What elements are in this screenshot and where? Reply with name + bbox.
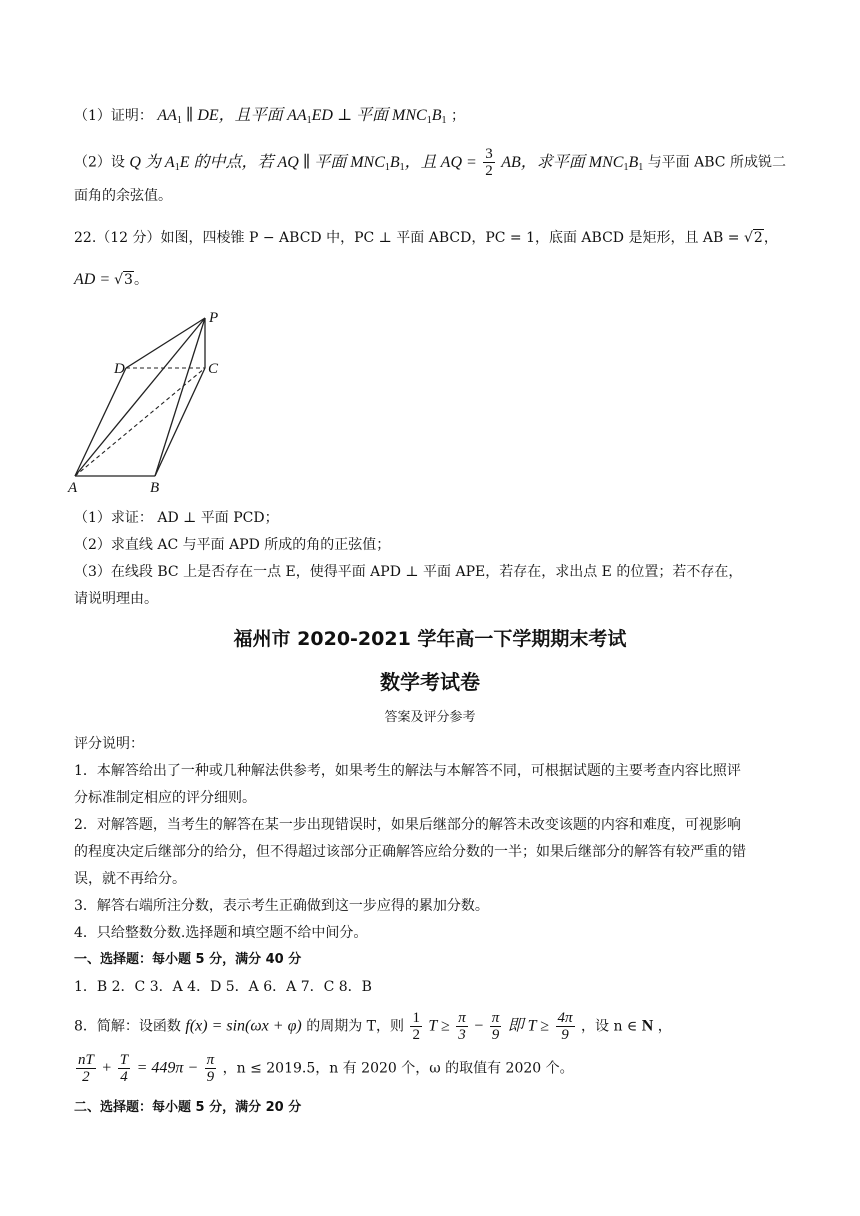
edge-bc [155, 368, 205, 476]
q8-line2 [74, 1052, 574, 1085]
q8-line1 [74, 1010, 672, 1043]
frac-4pi-9 [556, 1010, 575, 1043]
frac-t-4 [118, 1052, 130, 1085]
math-ed-plane: ED ⊥ 平面 MNC [311, 107, 427, 124]
math-aq-plane: E 的中点，若 AQ ∥ 平面 MNC [179, 153, 385, 171]
q22-ad [74, 270, 148, 290]
math-aq-eq: ，且 AQ = [404, 153, 477, 171]
ad-label: AD = [74, 271, 115, 288]
fraction-3-2 [483, 146, 495, 179]
frac-4pi9-den: 9 [561, 1027, 569, 1043]
q22-ad-end: 。 [133, 272, 148, 288]
note-2c: 误，就不再给分。 [74, 871, 186, 887]
frac-pi-9-b [205, 1052, 217, 1085]
edge-pa [75, 318, 205, 476]
math-ab-plane: AB，求平面 MNC [501, 153, 624, 171]
answer-subtitle: 答案及评分参考 [384, 710, 476, 725]
frac-t-num: T [119, 1052, 129, 1068]
note-2a: 2．对解答题，当考生的解答在某一步出现错误时，如果后继部分的解答未改变该题的内容和难度，可视影响 [74, 817, 741, 833]
math-aa1-2: AA [287, 107, 307, 124]
notes-heading: 评分说明： [74, 736, 144, 752]
section-1-heading: 一、选择题：每小题 5 分，满分 40 分 [74, 952, 302, 967]
answer-title: 福州市 2020-2021 学年高一下学期期末考试 [233, 628, 627, 650]
q21-part1 [74, 106, 465, 131]
label-b: B [150, 480, 160, 496]
note-1b: 分标准制定相应的评分细则。 [74, 790, 256, 806]
q21-part2-math-b: AB，求平面 $MNC_1B_1$ [501, 153, 644, 173]
note-1a: 1．本解答给出了一种或几种解法供参考，如果考生的解法与本解答不同，可根据试题的主要考查内容比照评 [74, 763, 741, 779]
label-a: A [68, 480, 78, 496]
q22-sub2: （2）求直线 AC 与平面 APD 所成的角的正弦值； [74, 537, 391, 553]
q22-intro [74, 228, 778, 248]
sqrt-3: √3 [114, 272, 133, 288]
frac-pi9-num: π [491, 1010, 500, 1026]
q8-tgeq: T ≥ [428, 1017, 450, 1035]
frac-4pi9-num: 4π [557, 1010, 573, 1026]
q22-intro-text: 22.（12 分）如图，四棱锥 P − ABCD 中，PC ⊥ 平面 ABCD，PC = 1，底面 ABCD 是矩形，且 AB = [74, 230, 744, 246]
pyramid-figure [60, 308, 230, 498]
q8-set-n: ，设 n ∈ [581, 1018, 638, 1035]
frac-nt-den: 2 [82, 1069, 90, 1085]
frac-pi9b-num: π [206, 1052, 215, 1068]
note-4: 4．只给整数分数.选择题和填空题不给中间分。 [74, 925, 368, 941]
note-2b: 的程度决定后继部分的给分，但不得超过该部分正确解答应给分数的一半；如果后继部分的解答有较严重的错 [74, 844, 746, 860]
q22-intro-end: ， [763, 230, 778, 246]
q8-plus: + [102, 1059, 112, 1077]
q22-sub3: （3）在线段 BC 上是否存在一点 E，使得平面 APD ⊥ 平面 APE，若存在，求出点 E 的位置；若不存在， [74, 564, 743, 580]
frac-nt-2 [76, 1052, 96, 1085]
math-aa1: AA [157, 107, 177, 124]
frac-t-den: 4 [120, 1069, 128, 1085]
edge-ac-hidden [75, 368, 205, 476]
q8-conclusion: ，n ≤ 2019.5，n 有 2020 个，ω 的取值有 2020 个。 [222, 1060, 574, 1077]
q21-part1-text: ∥ DE，且平面 [185, 107, 283, 124]
sqrt-2: √2 [743, 230, 763, 246]
edge-ad [75, 368, 126, 476]
frac-den: 2 [485, 163, 493, 179]
q8-naturals: N [641, 1017, 654, 1035]
q22-sub1: （1）求证： AD ⊥ 平面 PCD； [74, 510, 279, 526]
edge-pb [155, 318, 205, 476]
q21-part2-line2: 面角的余弦值。 [74, 188, 172, 204]
math-q-a1: Q 为 A [129, 153, 175, 171]
q21-part1-end: ； [450, 108, 465, 124]
label-c: C [208, 361, 219, 377]
frac-half [410, 1010, 422, 1043]
math-b1-2: B [389, 153, 400, 171]
q21-part1-prefix: （1）证明： [74, 108, 153, 124]
label-d: D [114, 361, 125, 377]
frac-num: 3 [485, 146, 493, 162]
frac-pi-9 [490, 1010, 502, 1043]
q21-part2-tail: 与平面 ABC 所成锐二 [647, 154, 786, 171]
frac-nt-num: nT [78, 1052, 94, 1068]
q21-part2-prefix: （2）设 [74, 154, 125, 171]
sqrt-3-value: 3 [124, 272, 133, 288]
frac-pi-3 [456, 1010, 468, 1043]
label-p: P [209, 310, 219, 326]
answer-title-2: 数学考试卷 [380, 670, 480, 694]
q8-intro: 8．简解：设函数 [74, 1018, 181, 1035]
note-3: 3．解答右端所注分数，表示考生正确做到这一步应得的累加分数。 [74, 898, 489, 914]
frac-pi9b-den: 9 [206, 1069, 215, 1085]
edge-pd [126, 318, 205, 368]
section-2-heading: 二、选择题：每小题 5 分，满分 20 分 [74, 1100, 302, 1115]
q8-minus: − [474, 1017, 484, 1035]
q8-comma: ， [657, 1018, 672, 1035]
q22-sub3-line2: 请说明理由。 [74, 591, 158, 607]
q8-period: 的周期为 T，则 [306, 1018, 404, 1035]
frac-half-num: 1 [412, 1010, 420, 1026]
q21-part2-math: Q 为 $A_1E$ 的中点，若 AQ ∥ 平面 $MNC_1B_1$，且 AQ = [129, 153, 477, 173]
frac-half-den: 2 [412, 1027, 420, 1043]
choice-answers: 1．B 2．C 3．A 4．D 5．A 6．A 7．C 8．B [74, 979, 372, 995]
frac-pi3-den: 3 [458, 1027, 466, 1043]
q8-equals: = 449π − [136, 1059, 199, 1077]
math-b1: B [431, 107, 442, 124]
q8-then: 即 T ≥ [507, 1017, 550, 1035]
math-b1-3: B [628, 153, 639, 171]
frac-pi9-den: 9 [491, 1027, 500, 1043]
q21-part2 [74, 146, 786, 179]
q8-function: f(x) = sin(ωx + φ) [185, 1017, 302, 1035]
sqrt-2-value: 2 [753, 230, 763, 246]
frac-pi3-num: π [458, 1010, 466, 1026]
q21-part1-math: $AA_1$ [157, 107, 182, 126]
q21-part1-plane: $AA_1ED$ ⊥ 平面 $MNC_1B_1$ [287, 107, 447, 126]
